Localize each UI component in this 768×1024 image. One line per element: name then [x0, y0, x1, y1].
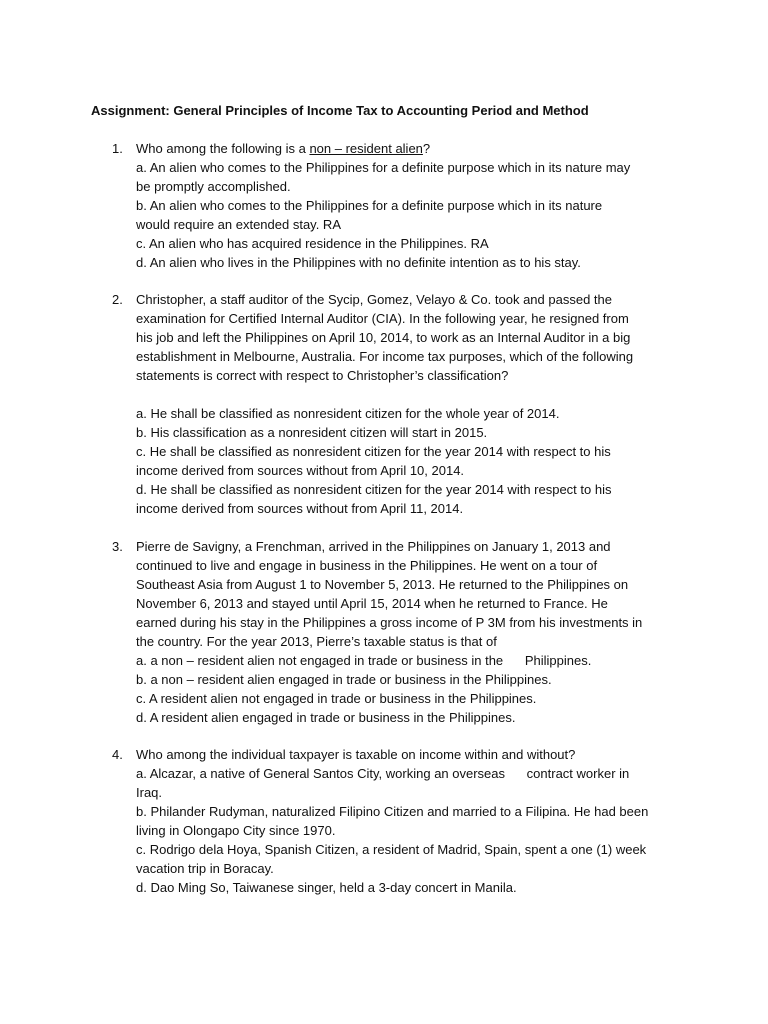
answer-line: d. He shall be classified as nonresident citizen for the year 2014 with respect to his [136, 482, 612, 497]
assignment-title: Assignment: General Principles of Income Tax to Accounting Period and Method [91, 103, 589, 118]
answer-line: income derived from sources without from April 11, 2014. [136, 501, 464, 516]
answer-line: d. A resident alien engaged in trade or business in the Philippines. [136, 710, 516, 725]
question-line: Christopher, a staff auditor of the Sycip, Gomez, Velayo & Co. took and passed the [136, 292, 612, 307]
answer-line: living in Olongapo City since 1970. [136, 823, 336, 838]
answer-line: b. Philander Rudyman, naturalized Filipino Citizen and married to a Filipina. He had been [136, 804, 649, 819]
answer-line: c. He shall be classified as nonresident citizen for the year 2014 with respect to his [136, 444, 611, 459]
question-stem: Who among the following is a non – resident alien? [136, 141, 431, 156]
question-line: statements is correct with respect to Christopher’s classification? [136, 368, 509, 383]
answer-line: a. a non – resident alien not engaged in trade or business in the Philippines. [136, 653, 592, 668]
question-line: Who among the individual taxpayer is taxable on income within and without? [136, 747, 576, 762]
answer-line: a. He shall be classified as nonresident citizen for the whole year of 2014. [136, 406, 560, 421]
question-line: establishment in Melbourne, Australia. For income tax purposes, which of the following [136, 349, 634, 364]
question-3 [112, 537, 682, 727]
answer-line: b. An alien who comes to the Philippines for a definite purpose which in its nature [136, 198, 603, 213]
answer-line: c. A resident alien not engaged in trade or business in the Philippines. [136, 691, 537, 706]
answer-line: a. Alcazar, a native of General Santos City, working an overseas contract worker in [136, 766, 630, 781]
question-line: November 6, 2013 and stayed until April 15, 2014 when he returned to France. He [136, 596, 608, 611]
question-number: 3. [112, 539, 123, 554]
question-number: 1. [112, 141, 123, 156]
question-line: the country. For the year 2013, Pierre’s taxable status is that of [136, 634, 497, 649]
underlined-term: non – resident alien [309, 141, 423, 156]
answer-line: Iraq. [136, 785, 163, 800]
answer-line: c. Rodrigo dela Hoya, Spanish Citizen, a resident of Madrid, Spain, spent a one (1) week [136, 842, 647, 857]
answer-line: d. Dao Ming So, Taiwanese singer, held a 3-day concert in Manila. [136, 880, 517, 895]
answer-line: d. An alien who lives in the Philippines with no definite intention as to his stay. [136, 255, 581, 270]
question-4 [112, 745, 682, 897]
answer-line: income derived from sources without from April 10, 2014. [136, 463, 465, 478]
question-2 [112, 290, 682, 518]
question-number: 2. [112, 292, 123, 307]
question-number: 4. [112, 747, 123, 762]
question-line: Southeast Asia from August 1 to November 5, 2013. He returned to the Philippines on [136, 577, 629, 592]
answer-line: a. An alien who comes to the Philippines for a definite purpose which in its nature may [136, 160, 631, 175]
question-line: his job and left the Philippines on April 10, 2014, to work as an Internal Auditor in a big [136, 330, 631, 345]
answer-line: vacation trip in Boracay. [136, 861, 274, 876]
answer-line: be promptly accomplished. [136, 179, 291, 194]
question-1 [112, 139, 682, 272]
question-line: examination for Certified Internal Auditor (CIA). In the following year, he resigned from [136, 311, 629, 326]
question-line: earned during his stay in the Philippines a gross income of P 3M from his investments in [136, 615, 643, 630]
answer-line: c. An alien who has acquired residence in the Philippines. RA [136, 236, 489, 251]
answer-line: b. a non – resident alien engaged in trade or business in the Philippines. [136, 672, 552, 687]
answer-line: b. His classification as a nonresident citizen will start in 2015. [136, 425, 488, 440]
question-line: Pierre de Savigny, a Frenchman, arrived in the Philippines on January 1, 2013 and [136, 539, 611, 554]
question-line: continued to live and engage in business in the Philippines. He went on a tour of [136, 558, 598, 573]
answer-line: would require an extended stay. RA [136, 217, 341, 232]
